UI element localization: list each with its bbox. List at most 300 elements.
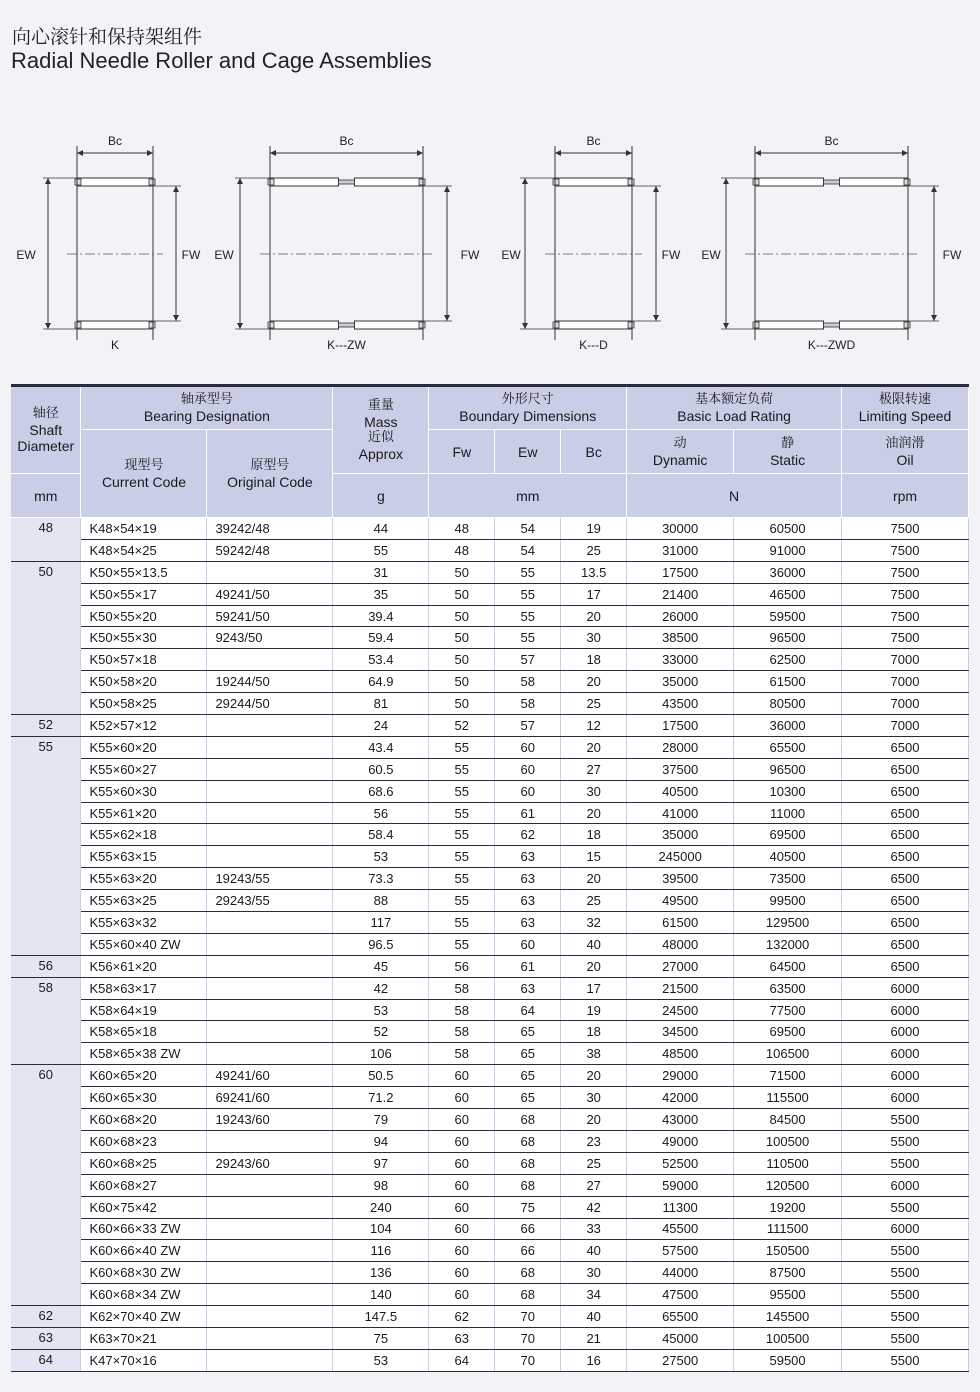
cage-end: [419, 179, 425, 185]
orig-cell: 19243/55: [207, 868, 333, 890]
speed-cell: 6500: [842, 912, 969, 934]
stat-cell: 111500: [734, 1218, 842, 1240]
ew-cell: 66: [495, 1240, 561, 1262]
cage-end: [628, 179, 634, 185]
stat-cell: 10300: [734, 780, 842, 802]
dyn-cell: 65500: [627, 1306, 734, 1328]
cage-end: [75, 179, 81, 185]
orig-cell: [207, 1284, 333, 1306]
table-row: [11, 1306, 969, 1328]
code-cell: K62×70×40 ZW: [81, 1306, 207, 1328]
cage-end: [419, 322, 425, 328]
speed-cell: 6000: [842, 1065, 969, 1087]
cage-bridge: [824, 180, 840, 184]
ew-cell: 61: [495, 955, 561, 977]
bc-cell: 20: [561, 802, 627, 824]
orig-cell: [207, 977, 333, 999]
code-cell: K60×68×30 ZW: [81, 1262, 207, 1284]
bc-cell: 42: [561, 1196, 627, 1218]
cage-bridge: [339, 180, 355, 184]
roller: [840, 321, 909, 329]
orig-cell: [207, 1021, 333, 1043]
bc-cell: 38: [561, 1043, 627, 1065]
mass-cell: 44: [333, 518, 429, 540]
dyn-cell: 35000: [627, 671, 734, 693]
table-row: [11, 1152, 969, 1174]
ew-cell: 75: [495, 1196, 561, 1218]
speed-cell: 6500: [842, 802, 969, 824]
code-cell: K58×64×19: [81, 999, 207, 1021]
code-cell: K58×65×18: [81, 1021, 207, 1043]
cage-bridge: [339, 323, 355, 327]
cage-end: [149, 179, 155, 185]
ew-cell: 63: [495, 890, 561, 912]
bc-cell: 18: [561, 824, 627, 846]
ew-cell: 68: [495, 1262, 561, 1284]
mass-cell: 97: [333, 1152, 429, 1174]
ew-label: EW: [501, 248, 521, 262]
stat-cell: 11000: [734, 802, 842, 824]
mass-cell: 75: [333, 1327, 429, 1349]
unit-rpm: rpm: [842, 474, 969, 518]
code-cell: K55×60×40 ZW: [81, 933, 207, 955]
shaft-diameter-cell: 50: [11, 561, 81, 714]
roller: [77, 321, 153, 329]
mass-cell: 55: [333, 539, 429, 561]
ew-label: EW: [214, 248, 234, 262]
dyn-cell: 17500: [627, 715, 734, 737]
stat-cell: 62500: [734, 649, 842, 671]
table-row: [11, 1130, 969, 1152]
ew-cell: 58: [495, 671, 561, 693]
dyn-cell: 31000: [627, 539, 734, 561]
mass-cell: 52: [333, 1021, 429, 1043]
ew-cell: 66: [495, 1218, 561, 1240]
fw-cell: 56: [429, 955, 495, 977]
mass-cell: 88: [333, 890, 429, 912]
orig-cell: [207, 715, 333, 737]
fw-cell: 48: [429, 518, 495, 540]
code-cell: K47×70×16: [81, 1349, 207, 1371]
unit-mm-shaft: mm: [11, 474, 81, 518]
bearing-type-label: K: [110, 338, 120, 352]
col-shaft-header: [11, 386, 81, 474]
orig-cell: 29243/60: [207, 1152, 333, 1174]
fw-cell: 60: [429, 1218, 495, 1240]
shaft-diameter-cell: 58: [11, 977, 81, 1065]
boundary-cn: 外形尺寸: [501, 392, 554, 407]
mass-cell: 71.2: [333, 1087, 429, 1109]
dyn-cell: 11300: [627, 1196, 734, 1218]
mass-cell: 53: [333, 846, 429, 868]
table-row: [11, 868, 969, 890]
orig-cell: [207, 1218, 333, 1240]
dyn-cell: 48500: [627, 1043, 734, 1065]
ew-cell: 54: [495, 539, 561, 561]
mass-cell: 42: [333, 977, 429, 999]
orig-cell: [207, 1174, 333, 1196]
fw-cell: 55: [429, 780, 495, 802]
dyn-cell: 33000: [627, 649, 734, 671]
load-en: Basic Load Rating: [677, 408, 791, 424]
bc-cell: 30: [561, 1087, 627, 1109]
drawings-panel: [0, 128, 980, 358]
mass-cell: 50.5: [333, 1065, 429, 1087]
speed-cell: 5500: [842, 1327, 969, 1349]
fw-cell: 55: [429, 824, 495, 846]
fw-cell: 50: [429, 583, 495, 605]
dyn-cell: 27500: [627, 1349, 734, 1371]
table-row: [11, 736, 969, 758]
mass-cn1: 重量: [367, 398, 394, 413]
fw-cell: 55: [429, 758, 495, 780]
bearing-type-label: K---ZWD: [807, 338, 856, 352]
speed-cn: 极限转速: [879, 392, 932, 407]
mass-cell: 53: [333, 999, 429, 1021]
unit-g: g: [333, 474, 429, 518]
code-cell: K60×68×23: [81, 1130, 207, 1152]
unit-n: N: [627, 474, 842, 518]
orig-cell: [207, 780, 333, 802]
bc-label: Bc: [824, 134, 839, 148]
fw-cell: 60: [429, 1152, 495, 1174]
mass-cell: 24: [333, 715, 429, 737]
bc-label: Bc: [107, 134, 123, 148]
bearing-type-label: K---D: [579, 338, 608, 352]
dyn-cell: 59000: [627, 1174, 734, 1196]
ew-cell: 70: [495, 1306, 561, 1328]
mass-cell: 81: [333, 693, 429, 715]
stat-cell: 59500: [734, 1349, 842, 1371]
table-row: [11, 977, 969, 999]
mass-cell: 136: [333, 1262, 429, 1284]
cage-end: [753, 179, 759, 185]
stat-cell: 95500: [734, 1284, 842, 1306]
code-cell: K60×66×40 ZW: [81, 1240, 207, 1262]
col-dynamic-header: [627, 430, 734, 474]
fw-cell: 63: [429, 1327, 495, 1349]
roller: [77, 178, 153, 186]
fw-cell: 58: [429, 1043, 495, 1065]
ew-cell: 68: [495, 1109, 561, 1131]
speed-cell: 7500: [842, 605, 969, 627]
orig-cell: [207, 1306, 333, 1328]
dyn-cell: 52500: [627, 1152, 734, 1174]
fw-cell: 60: [429, 1240, 495, 1262]
stat-cell: 77500: [734, 999, 842, 1021]
ew-cell: 68: [495, 1174, 561, 1196]
bc-cell: 27: [561, 758, 627, 780]
mass-en1: Mass: [364, 414, 398, 430]
dyn-cell: 45000: [627, 1327, 734, 1349]
shaft-diameter-cell: 63: [11, 1327, 81, 1349]
cage-end: [268, 322, 274, 328]
stat-cell: 69500: [734, 824, 842, 846]
orig-cell: [207, 1043, 333, 1065]
cage-end: [628, 322, 634, 328]
table-row: [11, 1065, 969, 1087]
dyn-cell: 40500: [627, 780, 734, 802]
speed-cell: 5500: [842, 1109, 969, 1131]
speed-cell: 6000: [842, 1021, 969, 1043]
ew-cell: 64: [495, 999, 561, 1021]
dyn-cell: 49000: [627, 1130, 734, 1152]
table-row: [11, 1262, 969, 1284]
fw-cell: 60: [429, 1109, 495, 1131]
code-cell: K55×60×27: [81, 758, 207, 780]
code-cell: K63×70×21: [81, 1327, 207, 1349]
shaft-diameter-cell: 64: [11, 1349, 81, 1371]
fw-cell: 58: [429, 977, 495, 999]
roller: [555, 178, 632, 186]
col-original-header: [207, 430, 333, 518]
roller: [755, 321, 824, 329]
designation-en: Bearing Designation: [143, 408, 270, 424]
ew-cell: 55: [495, 561, 561, 583]
shaft-en2: Diameter: [17, 438, 75, 454]
code-cell: K55×60×30: [81, 780, 207, 802]
fw-cell: 55: [429, 912, 495, 934]
cage-end: [904, 322, 910, 328]
mass-cell: 58.4: [333, 824, 429, 846]
code-cell: K55×62×18: [81, 824, 207, 846]
speed-cell: 6000: [842, 999, 969, 1021]
speed-cell: 6500: [842, 890, 969, 912]
roller: [270, 178, 339, 186]
cage-end: [75, 322, 81, 328]
mass-cell: 98: [333, 1174, 429, 1196]
bc-cell: 25: [561, 693, 627, 715]
fw-cell: 55: [429, 890, 495, 912]
page-title-cn: 向心滚针和保持架组件: [12, 26, 203, 48]
dyn-cell: 43000: [627, 1109, 734, 1131]
table-row: [11, 1109, 969, 1131]
speed-cell: 6000: [842, 1218, 969, 1240]
bc-cell: 19: [561, 518, 627, 540]
speed-cell: 6500: [842, 933, 969, 955]
cage-bridge: [824, 323, 840, 327]
oil-en: Oil: [896, 451, 914, 468]
ew-cell: 54: [495, 518, 561, 540]
dyn-cell: 26000: [627, 605, 734, 627]
shaft-cn: 轴径: [32, 406, 59, 421]
fw-cell: 60: [429, 1087, 495, 1109]
table-row: [11, 1218, 969, 1240]
table-row: [11, 999, 969, 1021]
orig-cell: [207, 561, 333, 583]
bc-cell: 25: [561, 539, 627, 561]
roller: [355, 321, 424, 329]
dyn-cell: 61500: [627, 912, 734, 934]
unit-mm-boundary: mm: [429, 474, 627, 518]
speed-cell: 5500: [842, 1196, 969, 1218]
dyn-cell: 39500: [627, 868, 734, 890]
speed-cell: 6000: [842, 1087, 969, 1109]
cage-end: [553, 179, 559, 185]
cage-end: [753, 322, 759, 328]
orig-cell: 19243/60: [207, 1109, 333, 1131]
speed-cell: 7500: [842, 518, 969, 540]
bc-cell: 33: [561, 1218, 627, 1240]
dynamic-en: Dynamic: [652, 451, 708, 468]
oil-cn: 油润滑: [885, 435, 925, 451]
col-current-header: [81, 430, 207, 518]
speed-cell: 5500: [842, 1130, 969, 1152]
stat-cell: 46500: [734, 583, 842, 605]
ew-cell: 58: [495, 693, 561, 715]
mass-cell: 240: [333, 1196, 429, 1218]
code-cell: K55×63×25: [81, 890, 207, 912]
bc-cell: 17: [561, 977, 627, 999]
ew-cell: 61: [495, 802, 561, 824]
bc-cell: 21: [561, 1327, 627, 1349]
speed-cell: 7500: [842, 583, 969, 605]
mass-cell: 140: [333, 1284, 429, 1306]
bearing-drawings: [0, 128, 980, 358]
ew-label: EW: [16, 248, 36, 262]
dyn-cell: 43500: [627, 693, 734, 715]
stat-cell: 110500: [734, 1152, 842, 1174]
current-en: Current Code: [101, 473, 186, 490]
table-row: [11, 539, 969, 561]
orig-cell: [207, 912, 333, 934]
col-ew-header: Ew: [495, 430, 561, 474]
stat-cell: 100500: [734, 1130, 842, 1152]
bc-cell: 30: [561, 780, 627, 802]
table-row: [11, 1284, 969, 1306]
speed-en: Limiting Speed: [858, 408, 952, 424]
bc-cell: 18: [561, 1021, 627, 1043]
boundary-en: Boundary Dimensions: [459, 408, 597, 424]
spec-table: [11, 384, 969, 1372]
fw-cell: 50: [429, 561, 495, 583]
table-row: [11, 933, 969, 955]
stat-cell: 59500: [734, 605, 842, 627]
ew-cell: 57: [495, 649, 561, 671]
bc-cell: 40: [561, 933, 627, 955]
fw-cell: 50: [429, 671, 495, 693]
bc-cell: 20: [561, 1065, 627, 1087]
orig-cell: 49241/60: [207, 1065, 333, 1087]
fw-cell: 55: [429, 846, 495, 868]
ew-cell: 60: [495, 933, 561, 955]
table-row: [11, 561, 969, 583]
stat-cell: 132000: [734, 933, 842, 955]
mass-cell: 39.4: [333, 605, 429, 627]
mass-cell: 106: [333, 1043, 429, 1065]
table-row: [11, 627, 969, 649]
table-row: [11, 1087, 969, 1109]
fw-cell: 60: [429, 1174, 495, 1196]
table-row: [11, 1240, 969, 1262]
stat-cell: 145500: [734, 1306, 842, 1328]
speed-cell: 6500: [842, 736, 969, 758]
table-row: [11, 671, 969, 693]
orig-cell: [207, 1130, 333, 1152]
code-cell: K50×58×25: [81, 693, 207, 715]
code-cell: K60×66×33 ZW: [81, 1218, 207, 1240]
code-cell: K48×54×25: [81, 539, 207, 561]
ew-cell: 63: [495, 846, 561, 868]
cage-end: [149, 322, 155, 328]
code-cell: K58×63×17: [81, 977, 207, 999]
shaft-diameter-cell: 52: [11, 715, 81, 737]
orig-cell: [207, 846, 333, 868]
shaft-diameter-cell: 56: [11, 955, 81, 977]
fw-label: FW: [460, 248, 480, 262]
col-oil-header: [842, 430, 969, 474]
col-load-header: [627, 386, 842, 430]
fw-cell: 50: [429, 605, 495, 627]
col-mass-header: [333, 386, 429, 474]
table-row: [11, 1174, 969, 1196]
ew-cell: 60: [495, 736, 561, 758]
stat-cell: 60500: [734, 518, 842, 540]
orig-cell: 59241/50: [207, 605, 333, 627]
dyn-cell: 24500: [627, 999, 734, 1021]
stat-cell: 65500: [734, 736, 842, 758]
bc-cell: 20: [561, 605, 627, 627]
stat-cell: 99500: [734, 890, 842, 912]
dyn-cell: 21500: [627, 977, 734, 999]
dyn-cell: 21400: [627, 583, 734, 605]
bc-cell: 19: [561, 999, 627, 1021]
code-cell: K55×61×20: [81, 802, 207, 824]
stat-cell: 100500: [734, 1327, 842, 1349]
shaft-diameter-cell: 48: [11, 518, 81, 562]
stat-cell: 64500: [734, 955, 842, 977]
table-row: [11, 802, 969, 824]
code-cell: K60×68×25: [81, 1152, 207, 1174]
mass-cell: 56: [333, 802, 429, 824]
orig-cell: 69241/60: [207, 1087, 333, 1109]
code-cell: K60×68×27: [81, 1174, 207, 1196]
orig-cell: 59242/48: [207, 539, 333, 561]
dyn-cell: 42000: [627, 1087, 734, 1109]
table-row: [11, 846, 969, 868]
dyn-cell: 45500: [627, 1218, 734, 1240]
mass-cell: 94: [333, 1130, 429, 1152]
speed-cell: 5500: [842, 1306, 969, 1328]
speed-cell: 7000: [842, 693, 969, 715]
stat-cell: 36000: [734, 715, 842, 737]
ew-cell: 68: [495, 1284, 561, 1306]
stat-cell: 40500: [734, 846, 842, 868]
mass-cell: 31: [333, 561, 429, 583]
bc-cell: 20: [561, 1109, 627, 1131]
ew-cell: 63: [495, 977, 561, 999]
static-cn: 静: [781, 435, 795, 451]
dyn-cell: 30000: [627, 518, 734, 540]
ew-cell: 55: [495, 605, 561, 627]
mass-cell: 64.9: [333, 671, 429, 693]
fw-cell: 55: [429, 933, 495, 955]
roller: [840, 178, 909, 186]
dyn-cell: 57500: [627, 1240, 734, 1262]
current-cn: 现型号: [124, 457, 164, 473]
designation-cn: 轴承型号: [180, 392, 233, 407]
dyn-cell: 17500: [627, 561, 734, 583]
table-row: [11, 1327, 969, 1349]
orig-cell: [207, 1240, 333, 1262]
table-row: [11, 1043, 969, 1065]
table-row: [11, 518, 969, 540]
ew-cell: 60: [495, 780, 561, 802]
mass-cell: 104: [333, 1218, 429, 1240]
ew-cell: 62: [495, 824, 561, 846]
bc-cell: 30: [561, 627, 627, 649]
table-row: [11, 955, 969, 977]
